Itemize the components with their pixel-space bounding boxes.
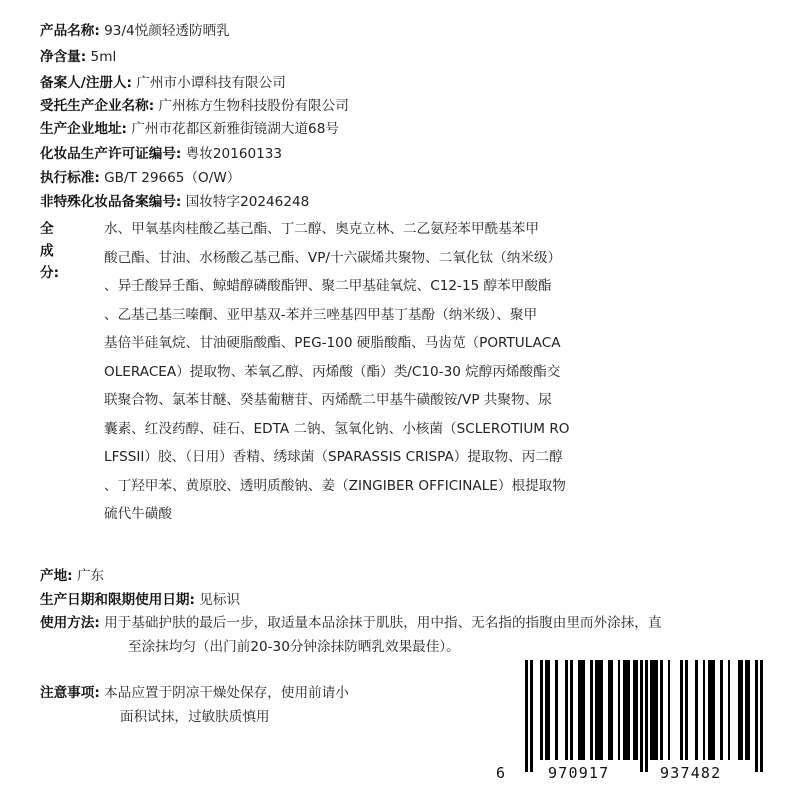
net-content-row (40, 46, 116, 68)
barcode-bar (760, 660, 763, 772)
ingredients-line: 联聚合物、氯苯甘醚、癸基葡糖苷、丙烯酰二甲基牛磺酸铵/VP 共聚物、尿 (104, 392, 552, 408)
barcode-bar (548, 660, 551, 760)
registrant-value: 广州市小谭科技有限公司 (136, 75, 286, 91)
usage-label: 使用方法: (40, 615, 100, 631)
barcode-bar (635, 660, 638, 760)
barcode-bar (530, 660, 533, 772)
license-row (40, 143, 282, 165)
barcode-bar (565, 660, 568, 760)
manufacturer-label: 受托生产企业名称: (40, 98, 155, 114)
barcode-bar (640, 660, 643, 772)
barcode-bar (703, 660, 706, 760)
ingredients-list (104, 218, 744, 532)
barcode-bar (740, 660, 743, 760)
standard-row (40, 167, 240, 189)
registrant-row (40, 72, 286, 94)
barcode-bar (555, 660, 558, 760)
barcode-bar (748, 660, 751, 760)
barcode-bar (618, 660, 621, 760)
barcode-bar (583, 660, 586, 760)
address-row (40, 118, 339, 140)
barcode-bar (728, 660, 731, 760)
usage-line-1: 用于基础护肤的最后一步，取适量本品涂抹于肌肤，用中指、无名指的指腹由里而外涂抹，直 (104, 615, 662, 631)
filing-number-label: 非特殊化妆品备案编号: (40, 194, 182, 210)
product-name-value: 93/4悦颜轻透防晒乳 (104, 23, 230, 39)
notice-line-2: 面积试抹，过敏肤质慎用 (120, 709, 270, 725)
ingredients-line: 、丁羟甲苯、黄原胶、透明质酸钠、姜（ZINGIBER OFFICINALE）根提取物 (104, 477, 566, 494)
usage-section (40, 612, 662, 655)
license-value: 粤妆20160133 (185, 146, 283, 162)
barcode-bar (660, 660, 663, 760)
net-content-value: 5ml (90, 49, 117, 65)
barcode-bar (655, 660, 658, 760)
dates-value: 见标识 (199, 592, 241, 608)
ingredients-label: 全成分: (40, 221, 60, 281)
barcode-first-digit: 6 (496, 764, 507, 782)
barcode-bar (645, 660, 648, 772)
barcode-bar (590, 660, 593, 760)
barcode-bar (628, 660, 631, 760)
barcode-bar (695, 660, 698, 760)
filing-number-value: 国妆特字20246248 (185, 194, 310, 210)
ingredients-line: 水、甲氧基肉桂酸乙基己酯、丁二醇、奥克立林、二乙氨羟苯甲酰基苯甲 (104, 221, 539, 237)
license-label: 化妆品生产许可证编号: (40, 146, 182, 162)
ingredients-line: LFSSII）胶、（日用）香精、绣球菌（SPARASSIS CRISPA）提取物、丙二醇 (104, 449, 563, 465)
dates-label: 生产日期和限期使用日期: (40, 592, 195, 608)
standard-label: 执行标准: (40, 170, 100, 186)
ingredients-line: 囊素、红没药醇、硅石、EDTA 二钠、氢氧化钠、小核菌（SCLEROTIUM RO (104, 420, 570, 437)
notice-label: 注意事项: (40, 685, 100, 701)
notice-line-1: 本品应置于阴凉干燥处保存，使用前请小 (104, 685, 349, 701)
product-name-label: 产品名称: (40, 23, 100, 39)
barcode-bar (720, 660, 723, 760)
barcode-bar (570, 660, 573, 760)
origin-label: 产地: (40, 568, 73, 584)
barcode-right-digits: 937482 (660, 764, 722, 782)
barcode-bar (680, 660, 683, 760)
origin-value: 广东 (76, 568, 105, 584)
origin-row (40, 565, 104, 587)
barcode-bar (525, 660, 528, 772)
ingredients-line: 酸己酯、甘油、水杨酸乙基己酯、VP/十六碳烯共聚物、二氧化钛（纳米级） (104, 249, 562, 266)
ingredients-line: 硫代牛磺酸 (104, 506, 172, 522)
address-value: 广州市花都区新雅街镜湖大道68号 (131, 121, 339, 137)
address-label: 生产企业地址: (40, 121, 127, 137)
barcode-bar (600, 660, 603, 760)
standard-value: GB/T 29665（O/W） (104, 170, 241, 186)
ingredients-line: 、异壬酸异壬酯、鲸蜡醇磷酸酯钾、聚二甲基硅氧烷、C12-15 醇苯甲酸酯 (104, 278, 552, 294)
barcode-bar (755, 660, 758, 772)
ingredients-line: 、乙基己基三嗪酮、亚甲基双-苯并三唑基四甲基丁基酚（纳米级）、聚甲 (104, 306, 538, 323)
manufacturer-row (40, 95, 349, 117)
filing-number-row (40, 191, 309, 213)
barcode-bar (540, 660, 543, 760)
usage-line-2: 至涂抹均匀（出门前20-30分钟涂抹防晒乳效果最佳）。 (128, 639, 460, 655)
barcode-bar (668, 660, 671, 760)
net-content-label: 净含量: (40, 49, 87, 65)
ingredients-line: OLERACEA）提取物、苯氧乙醇、丙烯酸（酯）类/C10-30 烷醇丙烯酸酯交 (104, 363, 561, 380)
barcode-bar (685, 660, 688, 760)
ean13-barcode (493, 660, 783, 790)
ingredients-line: 基倍半硅氧烷、甘油硬脂酸酯、PEG-100 硬脂酸酯、马齿苋（PORTULACA (104, 335, 561, 351)
barcode-bar (610, 660, 613, 760)
product-name-row (40, 20, 230, 42)
notice-section (40, 682, 349, 725)
registrant-label: 备案人/注册人: (40, 75, 132, 91)
dates-row (40, 589, 240, 611)
barcode-left-digits: 970917 (548, 764, 610, 782)
barcode-bar (713, 660, 716, 760)
manufacturer-value: 广州栋方生物科技股份有限公司 (158, 98, 349, 114)
